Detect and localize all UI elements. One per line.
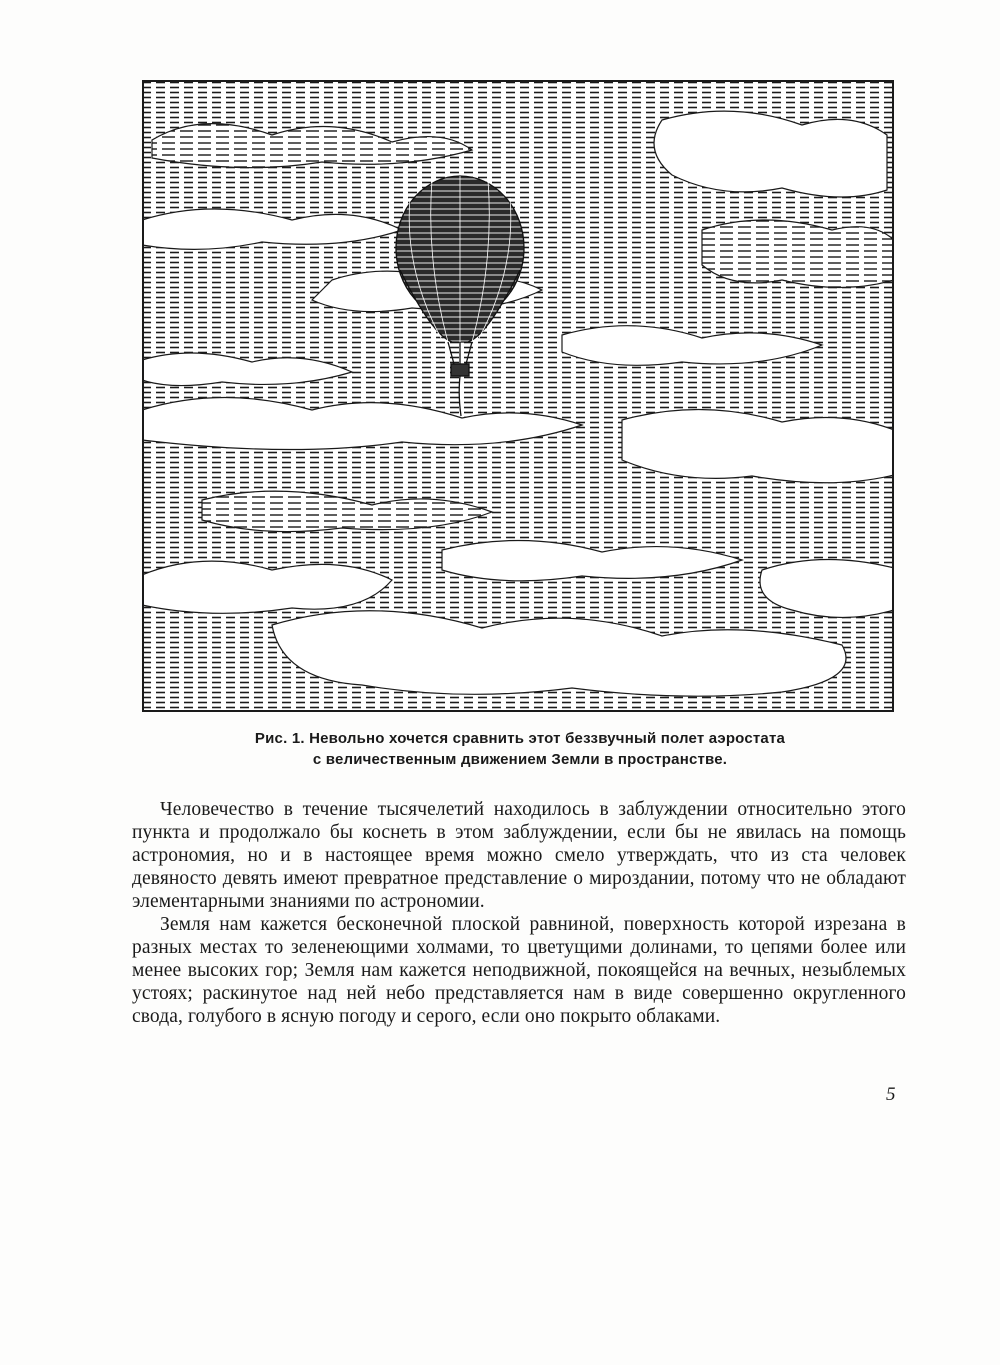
figure-caption [120,728,920,770]
paragraph-2: Земля нам кажется бесконечной плоской равниной, поверхность которой изрезана в разных местах то зеленеющими холмами, то цветущими долинами, то цепями более или менее высоких гор; Земля нам кажется неподвижной, покоящейся на вечных, незыблемых устоях; раскинутое над ней небо представляется нам в виде совершенно округленного свода, голубого в ясную погоду и серого, если оно покрыто облаками. [132,914,906,1027]
engraving-svg [142,80,894,712]
body-text [132,798,906,1028]
paragraph-1: Человечество в течение тысячелетий находилось в заблуждении относительно этого пункта и продолжало бы коснеть в этом заблуждении, если бы не явилась на помощь астрономия, но и в настоящее время можно смело утверждать, что из ста человек девяносто девять имеют превратное представление о мироздании, потому что не обладают элементарными знаниями по астрономии. [132,799,906,912]
caption-line-1: Рис. 1. Невольно хочется сравнить этот беззвучный полет аэростата [254,730,786,747]
cloud [702,220,894,288]
balloon-basket [451,364,469,376]
balloon-illustration [142,80,894,712]
cloud [622,409,894,482]
page-number: 5 [886,1084,896,1105]
caption-line-2: с величественным движением Земли в пространстве. [312,751,728,768]
